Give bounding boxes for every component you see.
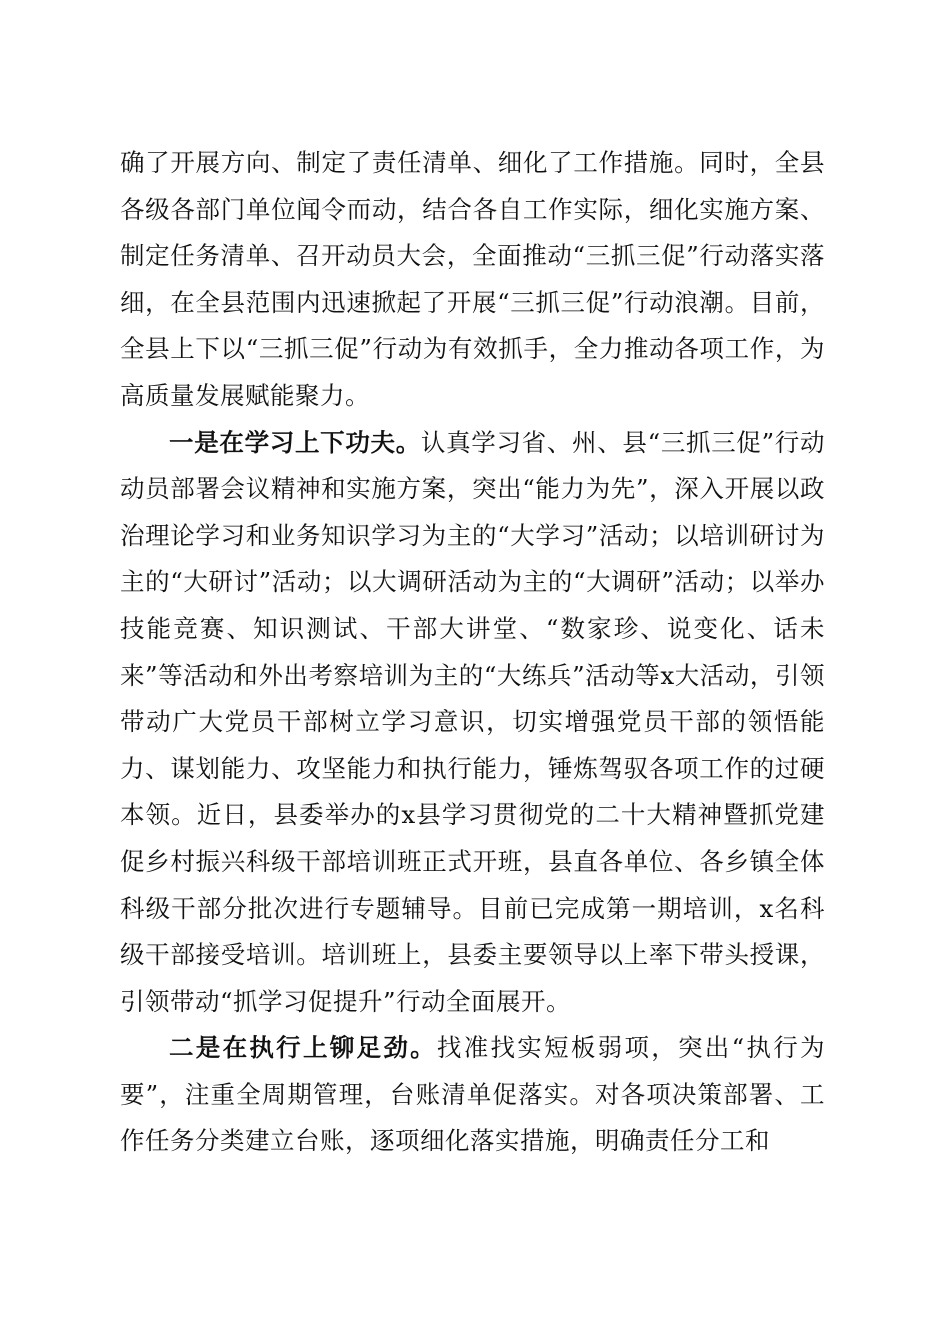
paragraph-study: [120, 420, 825, 1026]
paragraph-continuation: 确了开展方向、制定了责任清单、细化了工作措施。同时，全县各级各部门单位闻令而动，结合各自工作实际，细化实施方案、制定任务清单、召开动员大会，全面推动“三抓三促”行动落实落细，在全县范围内迅速掀起了开展“三抓三促”行动浪潮。目前，全县上下以“三抓三促”行动为有效抓手，全力推动各项工作，为高质量发展赋能聚力。: [120, 148, 825, 410]
paragraph-execution: [120, 1025, 825, 1165]
paragraph-study-heading: 一是在学习上下功夫。: [169, 427, 421, 457]
paragraph-execution-text: 找准找实短板弱项，突出“执行为要”，注重全周期管理，台账清单促落实。对各项决策部署、工作任务分类建立台账，逐项细化落实措施，明确责任分工和: [120, 1033, 825, 1156]
paragraph-study-text: 认真学习省、州、县“三抓三促”行动动员部署会议精神和实施方案，突出“能力为先”，深入开展以政治理论学习和业务知识学习为主的“大学习”活动；以培训研讨为主的“大研讨”活动；以大调研活动为主的“大调研”活动；以举办技能竞赛、知识测试、干部大讲堂、“数家珍、说变化、话未来”等活动和外出考察培训为主的“大练兵”活动等x大活动，引领带动广大党员干部树立学习意识，切实增强党员干部的领悟能力、谋划能力、攻坚能力和执行能力，锤炼驾驭各项工作的过硬本领。近日，县委举办的x县学习贯彻党的二十大精神暨抓党建促乡村振兴科级干部培训班正式开班，县直各单位、各乡镇全体科级干部分批次进行专题辅导。目前已完成第一期培训，x名科级干部接受培训。培训班上，县委主要领导以上率下带头授课，引领带动“抓学习促提升”行动全面展开。: [120, 427, 825, 1016]
paragraph-execution-heading: 二是在执行上铆足劲。: [169, 1033, 437, 1063]
document-body: [120, 140, 825, 1165]
